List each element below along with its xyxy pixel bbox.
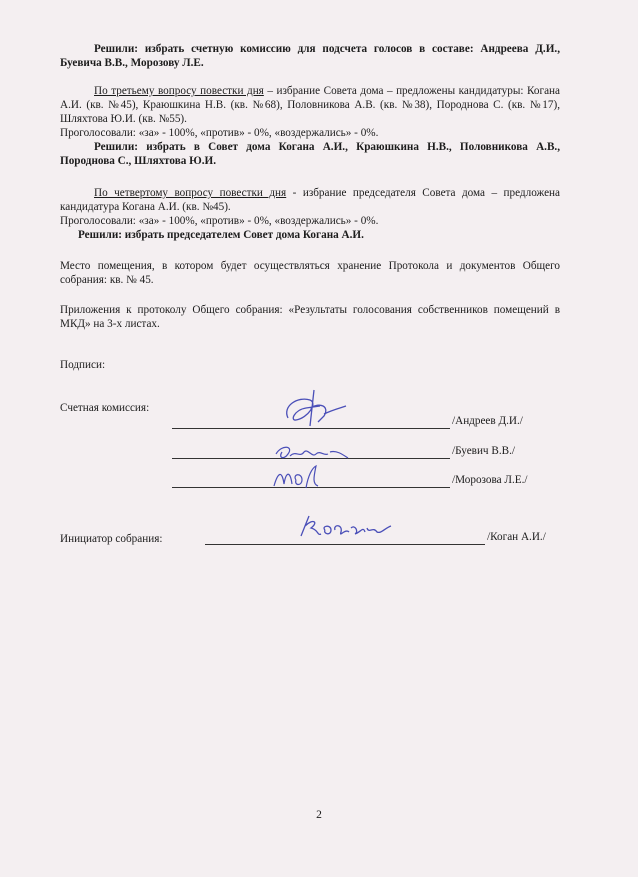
fourth-question-heading: По четвертому вопросу повестки дня	[94, 187, 287, 199]
appendix-paragraph	[60, 303, 560, 331]
fourth-question-vote: Проголосовали: «за» - 100%, «против» - 0%, «воздержались» - 0%.	[60, 215, 379, 227]
page-number: 2	[316, 809, 322, 821]
fourth-question-body: - избрание председателя Совета дома – предложена кандидатура Когана А.И. (кв. №45).	[60, 187, 561, 213]
initiator-label: Инициатор собрания:	[60, 533, 163, 545]
storage-text: Место помещения, в котором будет осуществляться хранение Протокола и документов Общего собрания: кв. № 45.	[60, 260, 560, 286]
commission-decision	[60, 42, 560, 70]
appendix-text: Приложения к протоколу Общего собрания: «Результаты голосования собственников помещений в МКД» на 3-х листах.	[60, 304, 560, 330]
commission-decision-text: Решили: избрать счетную комиссию для подсчета голосов в составе: Андреева Д.И., Буевича В.В., Морозову Л.Е.	[60, 43, 560, 69]
commission-member-2: /Буевич В.В./	[452, 445, 515, 457]
storage-paragraph	[60, 259, 560, 287]
third-question-text	[60, 84, 560, 126]
initiator-name: /Коган А.И./	[487, 531, 546, 543]
third-question-decision: Решили: избрать в Совет дома Когана А.И., Краюшкина Н.В., Половникова А.В., Породнова С., Шляхтова Ю.И.	[60, 141, 560, 167]
signature-kogan	[295, 510, 395, 544]
fourth-question-section	[60, 186, 560, 242]
fourth-question-decision: Решили: избрать председателем Совет дома Когана А.И.	[78, 229, 364, 241]
signature-morozova	[270, 462, 330, 492]
signatures-label: Подписи:	[60, 359, 106, 371]
third-question-body: – избрание Совета дома – предложены кандидатуры: Когана А.И. (кв. №45), Краюшкина Н.В. (кв. №68), Половникова А.В. (кв. №38), Породнова С. (кв. №17), Шляхтова Ю.И. (кв. №55).	[60, 85, 560, 125]
signature-andreev	[280, 388, 350, 433]
commission-label: Счетная комиссия:	[60, 402, 150, 414]
third-question-section	[60, 84, 560, 168]
commission-member-3: /Морозова Л.Е./	[452, 474, 528, 486]
commission-member-1: /Андреев Д.И./	[452, 415, 523, 427]
fourth-question-text	[60, 186, 560, 214]
third-question-vote: Проголосовали: «за» - 100%, «против» - 0%, «воздержались» - 0%.	[60, 127, 379, 139]
third-question-heading: По третьему вопросу повестки дня	[94, 85, 264, 97]
